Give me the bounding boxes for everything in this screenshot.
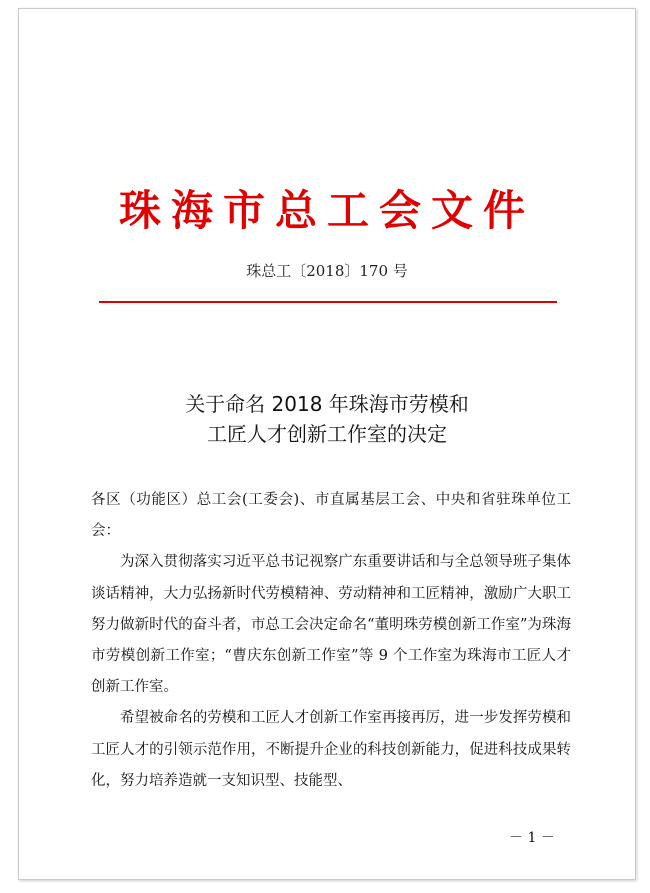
document-title-line-1: 关于命名 2018 年珠海市劳模和 bbox=[185, 392, 469, 416]
document-title-line-2: 工匠人才创新工作室的决定 bbox=[207, 422, 447, 446]
red-divider-line bbox=[99, 301, 557, 303]
document-page bbox=[18, 8, 636, 880]
salutation: 各区（功能区）总工会(工委会)、市直属基层工会、中央和省驻珠单位工会： bbox=[91, 492, 571, 540]
page-number: － 1 － bbox=[509, 830, 555, 846]
body-paragraph-2: 希望被命名的劳模和工匠人才创新工作室再接再厉，进一步发挥劳模和工匠人才的引领示范作用，不断提升企业的科技创新能力，促进科技成果转化，努力培养造就一支知识型、技能型、 bbox=[91, 710, 571, 789]
document-masthead: 珠海市总工会文件 bbox=[118, 186, 535, 235]
document-number: 珠总工〔2018〕170 号 bbox=[246, 262, 408, 280]
document-body bbox=[91, 485, 571, 797]
body-paragraph-1: 为深入贯彻落实习近平总书记视察广东重要讲话和与全总领导班子集体谈话精神，大力弘扬新时代劳模精神、劳动精神和工匠精神，激励广大职工努力做新时代的奋斗者，市总工会决定命名“董明珠劳模创新工作室”为珠海市劳模创新工作室；“曹庆东创新工作室”等 9 个工作室为珠海市工匠人才创新工作室。 bbox=[91, 554, 571, 696]
